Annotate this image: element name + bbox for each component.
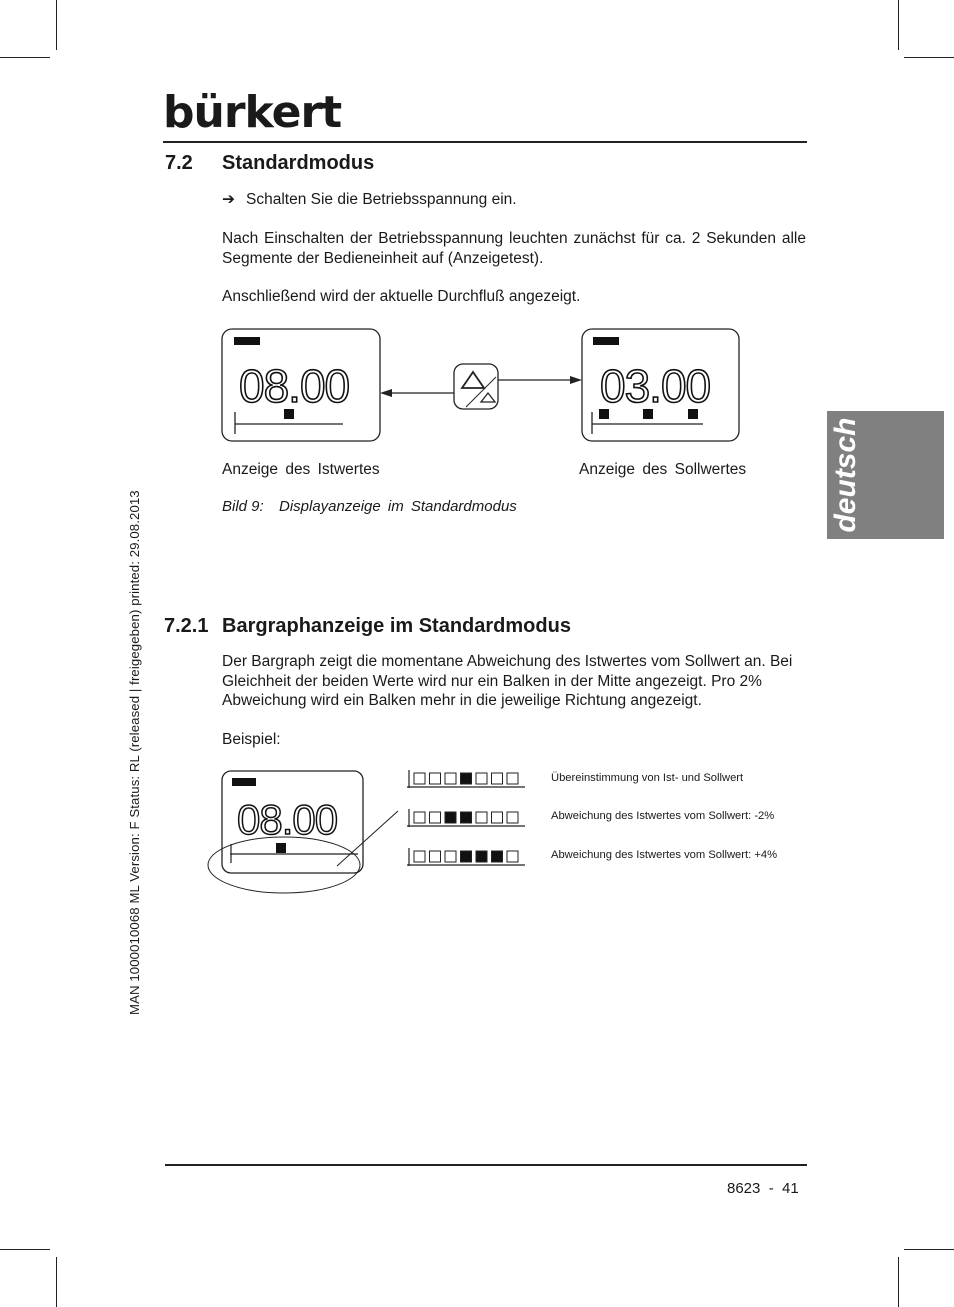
display-segment — [234, 337, 260, 345]
subsection-number: 7.2.1 — [164, 615, 209, 637]
language-tab-label: deutsch — [829, 417, 862, 533]
bargraph-bar-filled — [445, 812, 456, 823]
arrow-icon: ➔ — [222, 191, 235, 208]
bargraph-label: Abweichung des Istwertes vom Sollwert: +4% — [551, 849, 778, 861]
bargraph-bar-empty — [476, 773, 487, 784]
bargraph-bar-filled — [476, 851, 487, 862]
figure-caption-text: Displayanzeige im Standardmodus — [279, 498, 517, 515]
section-number: 7.2 — [165, 152, 193, 174]
language-tab — [827, 411, 944, 539]
crop-mark — [56, 0, 57, 50]
bargraph-rows — [405, 768, 530, 873]
paragraph: Der Bargraph zeigt die momentane Abweichung des Istwertes vom Sollwert an. Bei Gleichheit der beiden Werte wird nur ein Balken in der Mitte angezeigt. Pro 2% Abweichung wird ein Balken mehr in die jeweilige Richtung angezeigt. — [222, 653, 793, 709]
bargraph-list — [405, 768, 530, 878]
figure-displays — [215, 320, 755, 455]
footer-rule — [165, 1164, 807, 1166]
bargraph-bar-filled — [461, 851, 472, 862]
bargraph-row — [407, 809, 525, 827]
figure-label-right: Anzeige des Sollwertes — [579, 461, 747, 478]
paragraph: Anschließend wird der aktuelle Durchfluß angezeigt. — [222, 288, 581, 305]
bargraph-bar-empty — [430, 851, 441, 862]
bargraph-bar-empty — [507, 812, 518, 823]
header-rule — [163, 141, 807, 143]
bargraph-row — [407, 770, 525, 788]
bargraph-label: Abweichung des Istwertes vom Sollwert: -2% — [551, 810, 775, 822]
bargraph-bar-empty — [476, 812, 487, 823]
section-title: Standardmodus — [222, 152, 375, 174]
display-value: 08.00 — [237, 796, 338, 843]
arrow-left-icon — [380, 389, 392, 397]
bargraph-bar-empty — [414, 851, 425, 862]
bargraph-bar-empty — [414, 812, 425, 823]
example-label: Beispiel: — [222, 731, 281, 748]
bargraph-bar-filled — [461, 773, 472, 784]
bargraph-bar-empty — [414, 773, 425, 784]
figure-caption-number: Bild 9: — [222, 498, 264, 515]
bargraph-bar-filled — [461, 812, 472, 823]
bargraph-bar-filled — [492, 851, 503, 862]
crop-mark — [0, 1249, 50, 1250]
crop-mark — [56, 1257, 57, 1307]
display-value-right: 03.00 — [600, 360, 711, 412]
bargraph-bar-empty — [445, 851, 456, 862]
bargraph-bar-empty — [507, 773, 518, 784]
bargraph-bar-empty — [430, 812, 441, 823]
subsection-title: Bargraphanzeige im Standardmodus — [222, 615, 571, 637]
crop-mark — [904, 1249, 954, 1250]
display-segment — [593, 337, 619, 345]
bargraph-bar-empty — [492, 773, 503, 784]
page-number: 8623 - 41 — [727, 1180, 799, 1197]
instruction-text: Schalten Sie die Betriebsspannung ein. — [246, 191, 517, 208]
bargraph-label: Übereinstimmung von Ist- und Sollwert — [551, 772, 744, 784]
brand-logo: bürkert — [163, 87, 342, 138]
figure-label-left: Anzeige des Istwertes — [222, 461, 380, 478]
document-status-note: MAN 1000010068 ML Version: F Status: RL (released | freigegeben) printed: 29.08.2013 — [127, 490, 142, 1015]
bargraph-bar-empty — [445, 773, 456, 784]
paragraph: Nach Einschalten der Betriebsspannung leuchten zunächst für ca. 2 Sekunden alle Segmente der Bedieneinheit auf (Anzeigetest). — [222, 230, 806, 267]
crop-mark — [898, 0, 899, 50]
bargraph-row — [407, 848, 525, 866]
bargraph-bar-empty — [507, 851, 518, 862]
crop-mark — [904, 57, 954, 58]
display-value-left: 08.00 — [239, 360, 350, 412]
display-segment — [232, 778, 256, 786]
bargraph-bar-empty — [430, 773, 441, 784]
arrow-right-icon — [570, 376, 582, 384]
crop-mark — [898, 1257, 899, 1307]
bargraph-bar-empty — [492, 812, 503, 823]
crop-mark — [0, 57, 50, 58]
bargraph-bar — [276, 843, 286, 853]
